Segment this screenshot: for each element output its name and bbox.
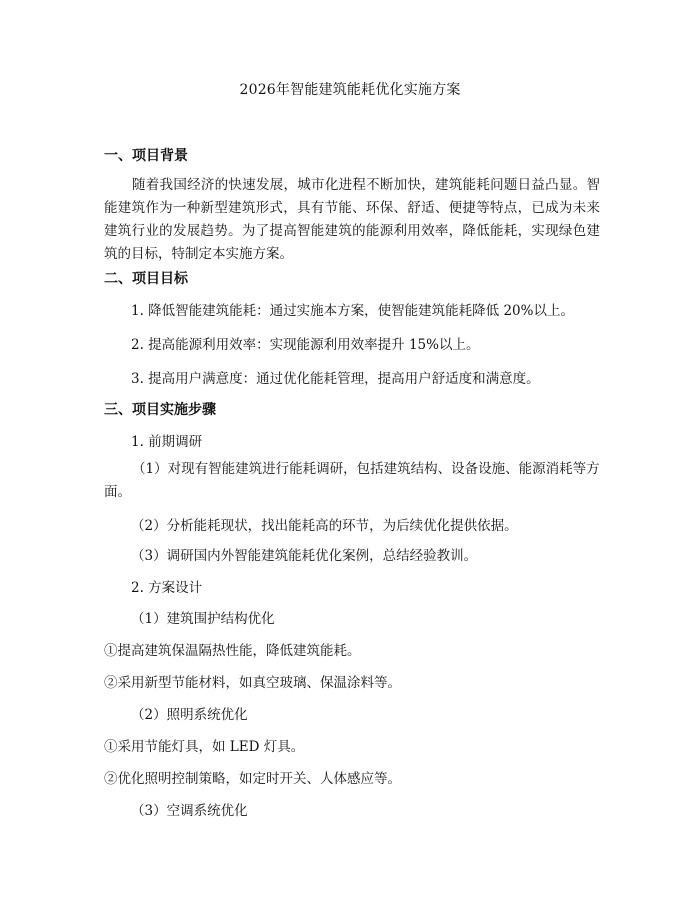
step-1-label: 1. 前期调研 [131, 434, 203, 450]
step-1-item-1: （1）对现有智能建筑进行能耗调研，包括建筑结构、设备设施、能源消耗等方面。 [104, 461, 600, 500]
goal-item-2: 2. 提高能源利用效率：实现能源利用效率提升 15%以上。 [131, 337, 480, 353]
section-heading-steps: 三、项目实施步骤 [104, 402, 216, 418]
step-1-item-3: （3）调研国内外智能建筑能耗优化案例，总结经验教训。 [131, 548, 478, 564]
goal-item-1: 1. 降低智能建筑能耗：通过实施本方案，使智能建筑能耗降低 20%以上。 [131, 303, 574, 319]
section-heading-goals: 二、项目目标 [104, 271, 188, 287]
step-2-sub-3-label: （3）空调系统优化 [131, 803, 248, 819]
document-title: 2026年智能建筑能耗优化实施方案 [239, 82, 461, 98]
step-2-label: 2. 方案设计 [131, 580, 203, 596]
step-2-sub-1-label: （1）建筑围护结构优化 [131, 611, 275, 627]
step-1-item-2: （2）分析能耗现状，找出能耗高的环节，为后续优化提供依据。 [131, 518, 518, 534]
goal-item-3: 3. 提高用户满意度：通过优化能耗管理，提高用户舒适度和满意度。 [131, 371, 540, 387]
section-heading-background: 一、项目背景 [104, 148, 188, 164]
background-paragraph: 随着我国经济的快速发展，城市化进程不断加快，建筑能耗问题日益凸显。智能建筑作为一种新型建筑形式，具有节能、环保、舒适、便捷等特点，已成为未来建筑行业的发展趋势。为了提高智能建筑的能源利用效率，降低能耗，实现绿色建筑的目标，特制定本实施方案。 [104, 177, 600, 262]
step-2-sub-2-item-1: ①采用节能灯具，如 LED 灯具。 [104, 739, 305, 755]
step-2-sub-1-item-1: ①提高建筑保温隔热性能，降低建筑能耗。 [104, 643, 361, 659]
step-2-sub-2-label: （2）照明系统优化 [131, 707, 248, 723]
step-2-sub-1-item-2: ②采用新型节能材料，如真空玻璃、保温涂料等。 [104, 675, 401, 691]
step-2-sub-2-item-2: ②优化照明控制策略，如定时开关、人体感应等。 [104, 771, 401, 787]
